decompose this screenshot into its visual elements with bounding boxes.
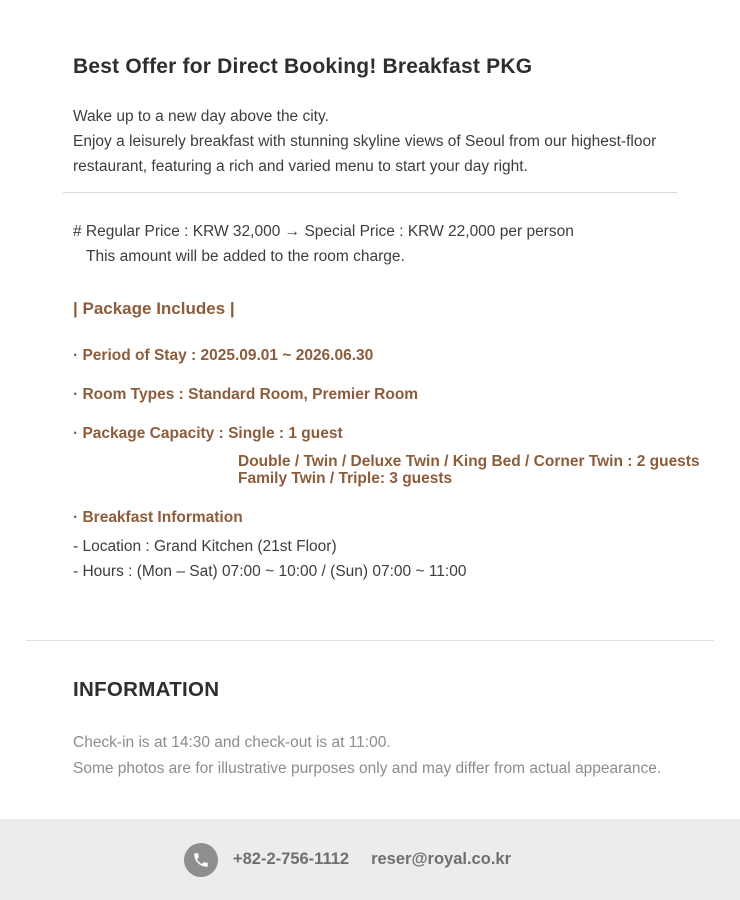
information-text — [73, 730, 688, 782]
price-surcharge-note: This amount will be added to the room charge. — [86, 248, 405, 265]
package-capacity-item: · Package Capacity : Single : 1 guest — [73, 425, 343, 442]
package-includes-heading: | Package Includes | — [73, 299, 235, 318]
price-line: # Regular Price : KRW 32,000 → Special Price : KRW 22,000 per person — [73, 223, 574, 240]
contact-footer — [0, 819, 740, 900]
information-heading: INFORMATION — [73, 678, 220, 701]
intro-line-3: restaurant, featuring a rich and varied menu to start your day right. — [73, 158, 528, 175]
divider-top — [63, 192, 677, 193]
contact-phone-number[interactable]: +82-2-756-1112 — [233, 850, 350, 868]
phone-icon — [184, 843, 218, 877]
intro-line-2: Enjoy a leisurely breakfast with stunning skyline views of Seoul from our highest-floor — [73, 133, 657, 150]
divider-information — [26, 640, 714, 641]
breakfast-hours-line: - Hours : (Mon – Sat) 07:00 ~ 10:00 / (Sun) 07:00 ~ 11:00 — [73, 563, 467, 580]
intro-paragraph — [73, 104, 688, 179]
package-list — [73, 347, 700, 584]
price-note — [73, 219, 688, 269]
room-types-item: · Room Types : Standard Room, Premier Room — [73, 386, 419, 403]
checkin-checkout-line: Check-in is at 14:30 and check-out is at 11:00. — [73, 734, 391, 751]
contact-email[interactable]: reser@royal.co.kr — [371, 850, 511, 868]
page-title: Best Offer for Direct Booking! Breakfast PKG — [73, 55, 533, 78]
capacity-two-guests-line: Double / Twin / Deluxe Twin / King Bed / Corner Twin : 2 guests — [238, 453, 700, 470]
breakfast-location-line: - Location : Grand Kitchen (21st Floor) — [73, 538, 337, 555]
period-of-stay-item: · Period of Stay : 2025.09.01 ~ 2026.06.30 — [73, 347, 374, 364]
breakfast-information-item: · Breakfast Information — [73, 509, 243, 526]
capacity-three-guests-line: Family Twin / Triple: 3 guests — [238, 470, 453, 487]
photos-disclaimer-line: Some photos are for illustrative purposes only and may differ from actual appearance. — [73, 760, 662, 777]
intro-line-1: Wake up to a new day above the city. — [73, 108, 329, 125]
